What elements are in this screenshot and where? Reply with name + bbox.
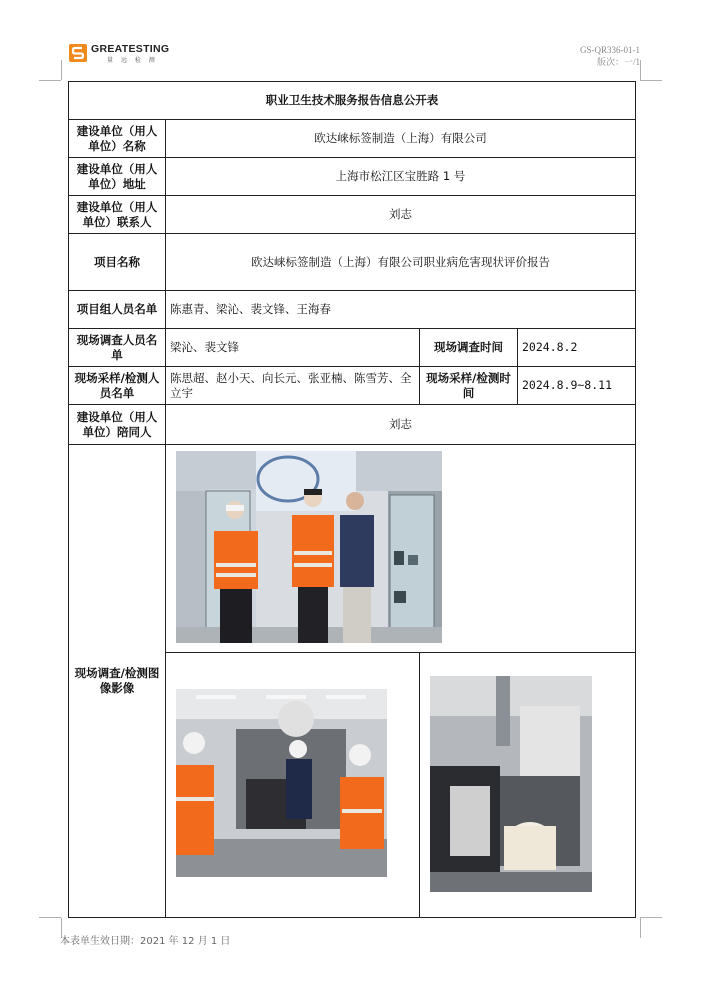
logo-mark-icon <box>69 44 87 62</box>
sampling-staff-value: 陈思超、赵小天、向长元、张亚楠、陈雪芳、全立宇 <box>166 367 420 405</box>
crop-mark <box>61 60 62 80</box>
team-label: 项目组人员名单 <box>69 291 166 329</box>
photo-group-lobby <box>176 451 442 643</box>
page-title: 职业卫生技术服务报告信息公开表 <box>69 82 636 120</box>
sampling-staff-label: 现场采样/检测人员名单 <box>69 367 166 405</box>
sampling-time-value: 2024.8.9~8.11 <box>518 367 636 405</box>
photo-cell-bottom-left <box>166 653 420 918</box>
crop-mark <box>640 918 641 938</box>
images-label: 现场调查/检测图像影像 <box>69 445 166 918</box>
survey-time-value: 2024.8.2 <box>518 329 636 367</box>
team-value: 陈惠青、梁沁、裴文锋、王海春 <box>166 291 636 329</box>
logo-name: GREATESTING <box>91 43 170 55</box>
survey-staff-value: 梁沁、裴文锋 <box>166 329 420 367</box>
accompany-label: 建设单位（用人单位）陪同人 <box>69 405 166 445</box>
unit-contact-label: 建设单位（用人单位）联系人 <box>69 196 166 234</box>
project-name-value: 欧达崃标签制造（上海）有限公司职业病危害现状评价报告 <box>166 234 636 291</box>
crop-mark <box>640 917 662 918</box>
accompany-value: 刘志 <box>166 405 636 445</box>
document-code: GS-QR336-01-1 <box>580 45 640 55</box>
survey-time-label: 现场调查时间 <box>420 329 518 367</box>
disclosure-table <box>68 81 636 918</box>
document-version: 版次：一/1 <box>596 57 640 67</box>
sampling-time-label: 现场采样/检测时间 <box>420 367 518 405</box>
footer-effective-date: 本表单生效日期：2021 年 12 月 1 日 <box>60 936 231 947</box>
unit-address-value: 上海市松江区宝胜路 1 号 <box>166 158 636 196</box>
photo-cell-top <box>166 445 636 653</box>
crop-mark <box>640 60 641 80</box>
crop-mark <box>39 917 61 918</box>
crop-mark <box>39 80 61 81</box>
company-logo <box>69 44 179 64</box>
project-name-label: 项目名称 <box>69 234 166 291</box>
unit-name-value: 欧达崃标签制造（上海）有限公司 <box>166 120 636 158</box>
document-code-block <box>580 44 640 68</box>
unit-contact-value: 刘志 <box>166 196 636 234</box>
survey-staff-label: 现场调查人员名单 <box>69 329 166 367</box>
crop-mark <box>640 80 662 81</box>
unit-address-label: 建设单位（用人单位）地址 <box>69 158 166 196</box>
photo-cell-bottom-right <box>420 653 636 918</box>
logo-subtitle: 量 远 检 测 <box>107 57 158 64</box>
unit-name-label: 建设单位（用人单位）名称 <box>69 120 166 158</box>
photo-machine-inspection <box>176 689 387 877</box>
photo-label-printer <box>430 676 592 892</box>
